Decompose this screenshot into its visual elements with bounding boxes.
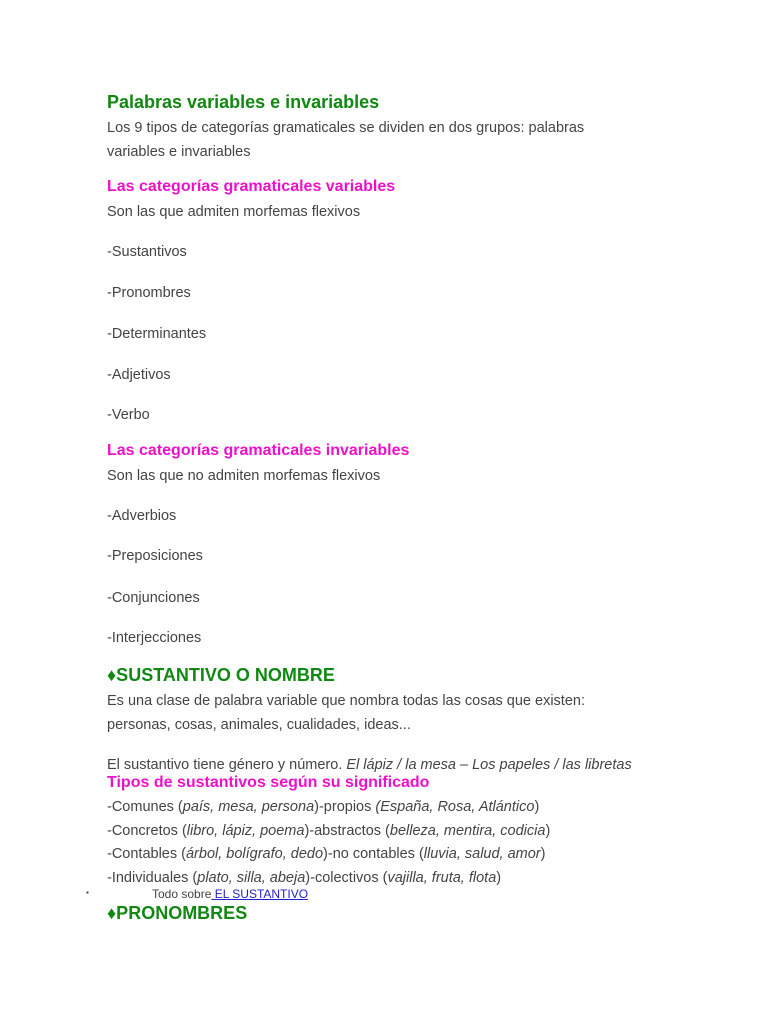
list-item: -Determinantes [107, 326, 207, 342]
tipo-text: ) [540, 846, 546, 862]
tipo-text: -Contables ( [107, 846, 186, 862]
tipo-text: )-no contables ( [323, 846, 424, 862]
tipo-text: ) [545, 823, 551, 839]
variables-heading: Las categorías gramaticales variables [107, 178, 396, 195]
tipo-example: vajilla, fruta, flota [387, 870, 497, 886]
list-item: -Sustantivos [107, 244, 187, 260]
variables-desc: Son las que admiten morfemas flexivos [107, 204, 361, 220]
list-item: -Adjetivos [107, 367, 171, 383]
intro-line-2: variables e invariables [107, 144, 251, 160]
list-item: -Verbo [107, 407, 150, 423]
tipo-example: (España, Rosa, Atlántico [375, 799, 535, 815]
tipo-row [107, 870, 501, 886]
invariables-desc: Son las que no admiten morfemas flexivos [107, 468, 381, 484]
tipo-row [107, 823, 550, 839]
todo-sobre [152, 887, 308, 901]
tipo-row [107, 799, 539, 815]
page-title: Palabras variables e invariables [107, 92, 380, 112]
genero-prefix: El sustantivo tiene género y número. [107, 757, 347, 773]
pronombres-heading: ♦PRONOMBRES [107, 903, 248, 923]
list-item: -Adverbios [107, 508, 177, 524]
sustantivo-heading: ♦SUSTANTIVO O NOMBRE [107, 665, 335, 685]
invariables-heading: Las categorías gramaticales invariables [107, 442, 410, 459]
tipo-row [107, 846, 545, 862]
tipo-text: -Individuales ( [107, 870, 198, 886]
bullet-icon: ▪ [86, 888, 89, 897]
el-sustantivo-link[interactable]: EL SUSTANTIVO [211, 887, 309, 901]
intro-line-1: Los 9 tipos de categorías gramaticales se dividen en dos grupos: palabras [107, 120, 585, 136]
tipo-text: )-abstractos ( [304, 823, 390, 839]
list-item: -Pronombres [107, 285, 191, 301]
tipos-heading: Tipos de sustantivos según su significado [107, 774, 430, 791]
sustantivo-def-1: Es una clase de palabra variable que nombra todas las cosas que existen: [107, 693, 585, 709]
list-item: -Preposiciones [107, 548, 203, 564]
tipo-text: -Comunes ( [107, 799, 183, 815]
tipo-example: plato, silla, abeja [197, 870, 306, 886]
tipo-text: ) [534, 799, 540, 815]
sustantivo-def-2: personas, cosas, animales, cualidades, ideas... [107, 717, 411, 733]
tipo-text: )-propios [314, 799, 376, 815]
list-item: -Interjecciones [107, 630, 202, 646]
tipo-example: árbol, bolígrafo, dedo [185, 846, 324, 862]
tipo-example: país, mesa, persona [182, 799, 315, 815]
tipo-example: libro, lápiz, poema [186, 823, 305, 839]
genero-examples: El lápiz / la mesa – Los papeles / las libretas [346, 757, 632, 773]
tipo-example: belleza, mentira, codicia [389, 823, 546, 839]
list-item: -Conjunciones [107, 590, 200, 606]
todo-prefix: Todo sobre [152, 887, 212, 901]
tipo-text: )-colectivos ( [305, 870, 388, 886]
tipo-text: ) [496, 870, 502, 886]
sustantivo-genero [107, 757, 632, 773]
tipo-example: lluvia, salud, amor [423, 846, 541, 862]
tipo-text: -Concretos ( [107, 823, 187, 839]
